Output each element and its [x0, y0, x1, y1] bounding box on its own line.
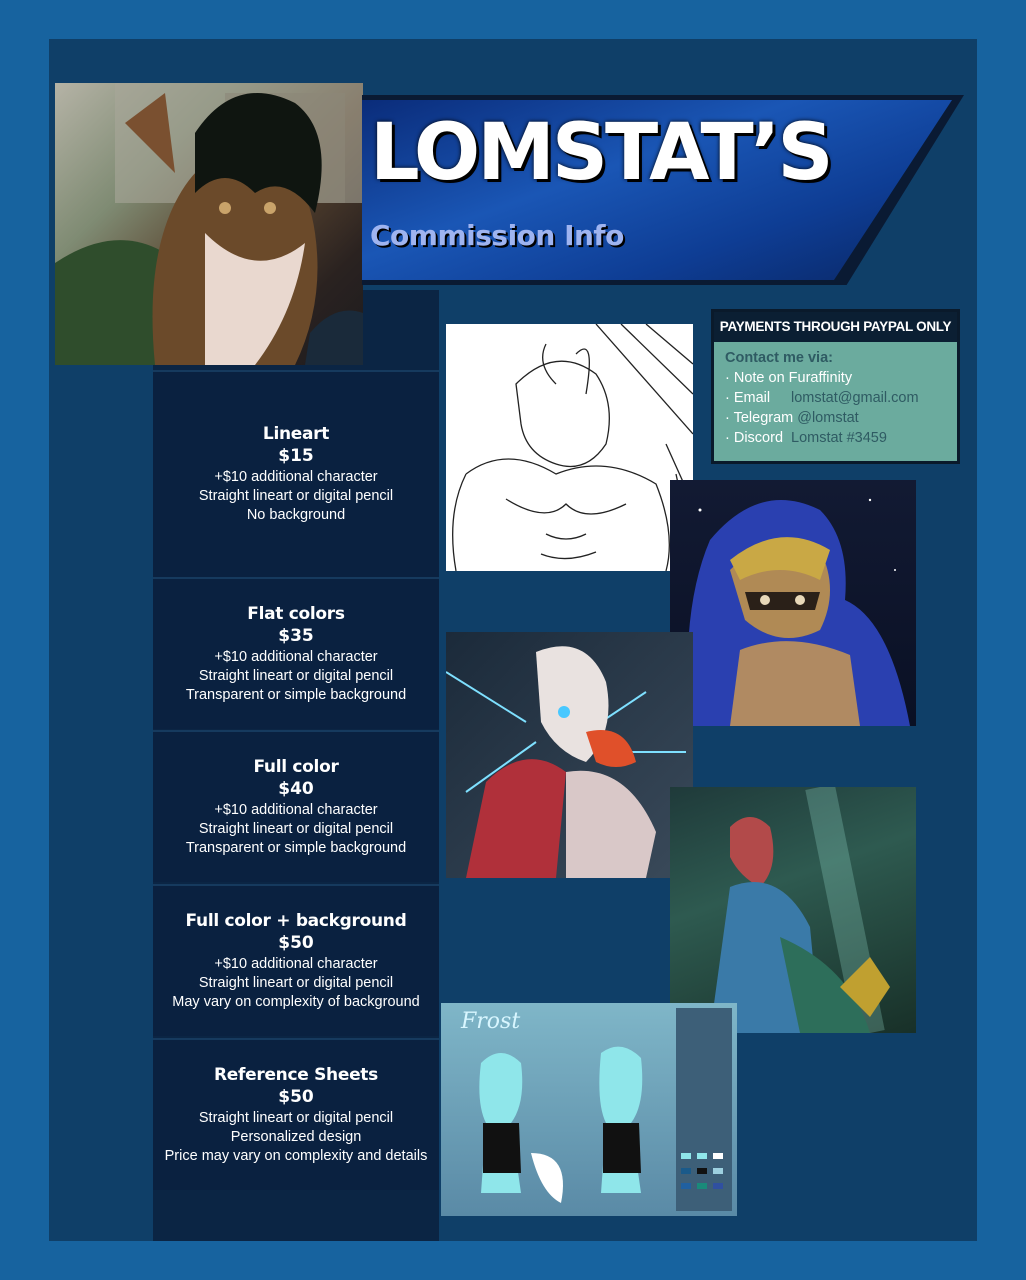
price-amount: $40: [278, 778, 314, 799]
flat-colors-sample-image: [446, 632, 693, 878]
contact-label: · Discord: [725, 430, 784, 446]
price-line: +$10 additional character: [214, 955, 378, 972]
page-subtitle: Commission Info: [370, 219, 624, 252]
price-line: +$10 additional character: [214, 469, 378, 485]
contact-row-telegram: [725, 408, 946, 428]
price-title: Lineart: [262, 424, 330, 444]
header-portrait-image: [55, 83, 363, 365]
full-color-background-sample-image: [670, 787, 916, 1033]
price-title: Flat colors: [247, 603, 345, 624]
price-amount: $50: [278, 932, 314, 953]
price-line: Straight lineart or digital pencil: [198, 488, 394, 504]
email-address[interactable]: lomstat@gmail.com: [791, 390, 919, 406]
reference-sheet-sample-image: [441, 1003, 737, 1216]
contact-label: · Email: [725, 390, 771, 406]
price-title: Full color + background: [185, 910, 407, 931]
price-amount: $15: [278, 446, 314, 466]
price-line: Straight lineart or digital pencil: [198, 667, 394, 684]
price-block-reference-sheets: [153, 1038, 439, 1190]
price-line: Straight lineart or digital pencil: [198, 820, 394, 837]
price-line: Transparent or simple background: [185, 839, 407, 856]
price-title: Full color: [253, 756, 339, 777]
page-title: LOMSTAT’S: [370, 108, 831, 198]
price-line: Straight lineart or digital pencil: [198, 974, 394, 991]
price-line: Price may vary on complexity and details: [164, 1147, 428, 1164]
price-amount: $50: [278, 1086, 314, 1107]
price-line: Straight lineart or digital pencil: [198, 1109, 394, 1126]
price-block-flat-colors: [153, 577, 439, 729]
raccoon-sample-image: [670, 480, 916, 726]
payment-notice: PAYMENTS THROUGH PAYPAL ONLY: [714, 312, 957, 342]
price-line: No background: [246, 507, 346, 523]
contact-label: · Note on Furaffinity: [725, 370, 853, 386]
contact-row-email: [725, 388, 946, 408]
contact-box: [711, 309, 960, 464]
reference-sheet-character-name: Frost: [461, 1009, 521, 1034]
contact-row-discord: [725, 428, 946, 448]
price-line: May vary on complexity of background: [172, 993, 420, 1010]
contact-heading: Contact me via:: [725, 350, 833, 366]
discord-handle: Lomstat #3459: [791, 430, 887, 446]
price-amount: $35: [278, 625, 314, 646]
price-line: Transparent or simple background: [185, 686, 407, 703]
price-line: Personalized design: [230, 1128, 362, 1145]
price-block-lineart: [153, 370, 439, 577]
lineart-sample-image: [446, 324, 693, 571]
price-line: +$10 additional character: [214, 801, 378, 818]
price-block-full-color-background: [153, 884, 439, 1036]
telegram-handle[interactable]: @lomstat: [797, 410, 859, 426]
price-title: Reference Sheets: [214, 1064, 378, 1085]
price-block-full-color: [153, 730, 439, 882]
contact-label: · Telegram: [725, 410, 794, 426]
contact-row-furaffinity: [725, 368, 946, 388]
price-line: +$10 additional character: [214, 648, 378, 665]
